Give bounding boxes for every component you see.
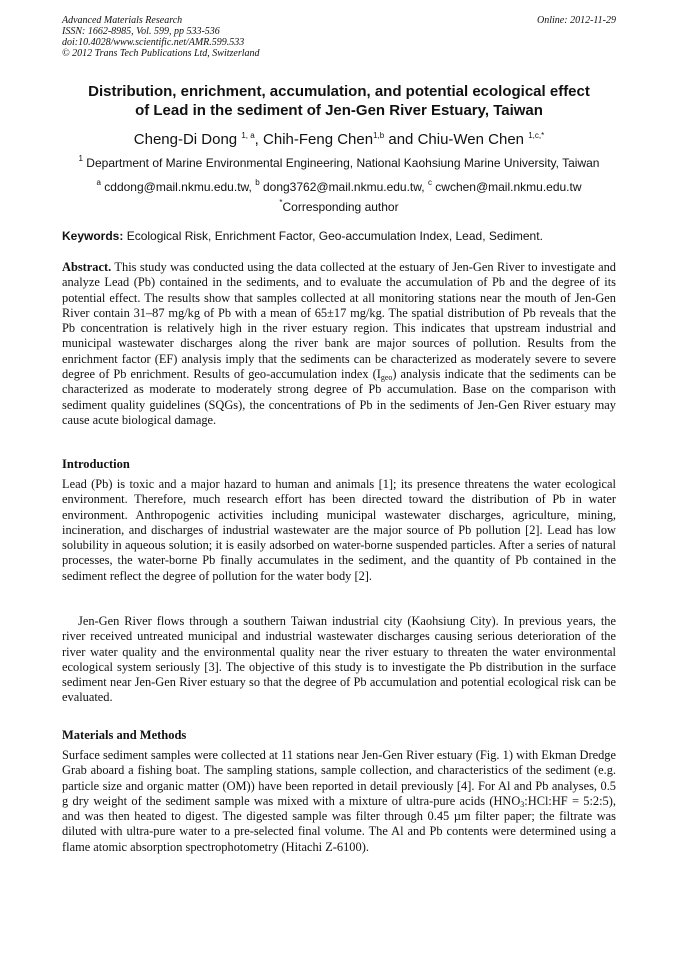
journal-issn: ISSN: 1662-8985, Vol. 599, pp 533-536	[62, 26, 220, 37]
email-c: cwchen@mail.nkmu.edu.tw	[431, 180, 582, 194]
journal-header	[62, 15, 616, 59]
email-sup-c: c	[427, 178, 432, 187]
online-date: Online: 2012-11-29	[537, 15, 616, 26]
author-separator: ,	[254, 131, 264, 148]
email-sup-b: b	[255, 178, 260, 187]
methods-paragraph	[62, 748, 616, 855]
affiliation-text: Department of Marine Environmental Engineering, National Kaohsiung Marine University, Taiwan	[82, 156, 600, 170]
author-emails	[55, 180, 623, 194]
introduction-heading: Introduction	[62, 457, 130, 471]
introduction-paragraph-2: Jen-Gen River flows through a southern Taiwan industrial city (Kaohsiung City). In previous years, the river received untreated municipal and industrial wastewater discharges causing serious deterioration of the river water quality and the environmental quality near the river estuary to threaten the water environmental ecological system seriously [3]. The objective of this study is to investigate the Pb distribution in the surface sediment near Jen-Gen River estuary so that the degree of Pb accumulation and potential ecological risk can be evaluated.	[62, 614, 616, 705]
author-2-sup: 1,b	[373, 131, 385, 140]
email-sup-a: a	[96, 178, 101, 187]
corresponding-sup: *	[279, 198, 283, 207]
author-separator: and	[384, 131, 418, 148]
author-3: Chiu-Wen Chen	[417, 131, 525, 148]
paper-title	[55, 82, 623, 120]
abstract	[62, 260, 616, 428]
abstract-label: Abstract.	[62, 260, 112, 274]
abstract-text-2: ) analysis indicate that the sediments can be characterized as moderate to moderately strong degree of Pb accumulation. Base on the comparison with sediment quality guidelines (SQGs), the concentrations of Pb in the sediments of Jen-Gen River estuary may cause acute biological damage.	[62, 367, 617, 427]
abstract-text-1: This study was conducted using the data collected at the estuary of Jen-Gen River to investigate and analyze Lead (Pb) contained in the sediments, and to evaluate the accumulation of Pb and the degree of its potential effect. The results show that samples collected at all monitoring stations near the mouth of Jen-Gen River contain 31–87 mg/kg of Pb with a mean of 65±17 mg/kg. The spatial distribution of Pb reveals that the Pb concentration is relatively high in the river estuary region. This indicates that upstream industrial and municipal wastewater discharges along the river bank are major sources of pollution. Results from the enrichment factor (EF) analysis imply that the sediments can be characterized as moderately severe to severe degree of Pb enrichment. Results of geo-accumulation index (I	[62, 260, 616, 382]
author-3-sup: 1,c,*	[528, 131, 545, 140]
methods-text-1: Surface sediment samples were collected at 11 stations near Jen-Gen River estuary (Fig. 1) with Ekman Dredge Grab aboard a fishing boat. The sampling stations, sample collection, and characteristics of the sediment (e.g. particle size and organic matter (OM)) have been reported in detail previously [4]. For Al and Pb analyses, 0.5 g dry weight of the sediment sample was mixed with a mixture of ultra-pure acids (HNO	[62, 748, 616, 808]
affiliation-sup: 1	[78, 154, 83, 163]
corresponding-author	[55, 200, 623, 214]
author-1: Cheng-Di Dong	[133, 131, 238, 148]
author-list	[55, 131, 623, 149]
journal-doi: doi:10.4028/www.scientific.net/AMR.599.533	[62, 37, 245, 48]
journal-copyright: © 2012 Trans Tech Publications Ltd, Switzerland	[62, 48, 260, 59]
keywords-text: Ecological Risk, Enrichment Factor, Geo-accumulation Index, Lead, Sediment.	[123, 229, 543, 243]
email-a: cddong@mail.nkmu.edu.tw,	[100, 180, 256, 194]
keywords-label: Keywords:	[62, 229, 124, 243]
author-1-sup: 1, a	[241, 131, 255, 140]
introduction-paragraph-1: Lead (Pb) is toxic and a major hazard to human and animals [1]; its presence threatens the water ecological environment. Therefore, much research effort has been directed toward the distribution of Pb in water environment. Anthropogenic activities including municipal wastewater discharges, agriculture, mining, incineration, and discharges of industrial wastewater are the major source of Pb pollution [2]. Lead has low solubility in aqueous solution; it is easily adsorbed on water-borne suspended particles. After a series of natural processes, the water-borne Pb finally accumulates in the sediment, and the quantity of Pb contained in the sediment reflect the degree of pollution for the water body [2].	[62, 477, 616, 583]
methods-heading: Materials and Methods	[62, 728, 187, 742]
title-line-1: Distribution, enrichment, accumulation, and potential ecological effect	[88, 83, 590, 100]
methods-text-2: :HCl:HF = 5:2:5), and was then heated to digest. The digested sample was filter through 0.45 µm filter paper; the filtrate was diluted with ultra-pure water to a pre-selected final volume. The Al and Pb contents were determined using a flame atomic absorption spectrophotometry (Hitachi Z-6100).	[62, 793, 616, 854]
title-line-2: of Lead in the sediment of Jen-Gen River Estuary, Taiwan	[135, 102, 543, 119]
journal-name: Advanced Materials Research	[62, 15, 183, 26]
author-2: Chih-Feng Chen	[263, 131, 374, 148]
email-b: dong3762@mail.nkmu.edu.tw,	[259, 180, 428, 194]
keywords	[62, 229, 616, 243]
abstract-subscript: geo	[380, 373, 393, 383]
corresponding-text: Corresponding author	[282, 200, 399, 214]
methods-subscript: 3	[520, 799, 525, 809]
affiliation	[55, 156, 623, 170]
